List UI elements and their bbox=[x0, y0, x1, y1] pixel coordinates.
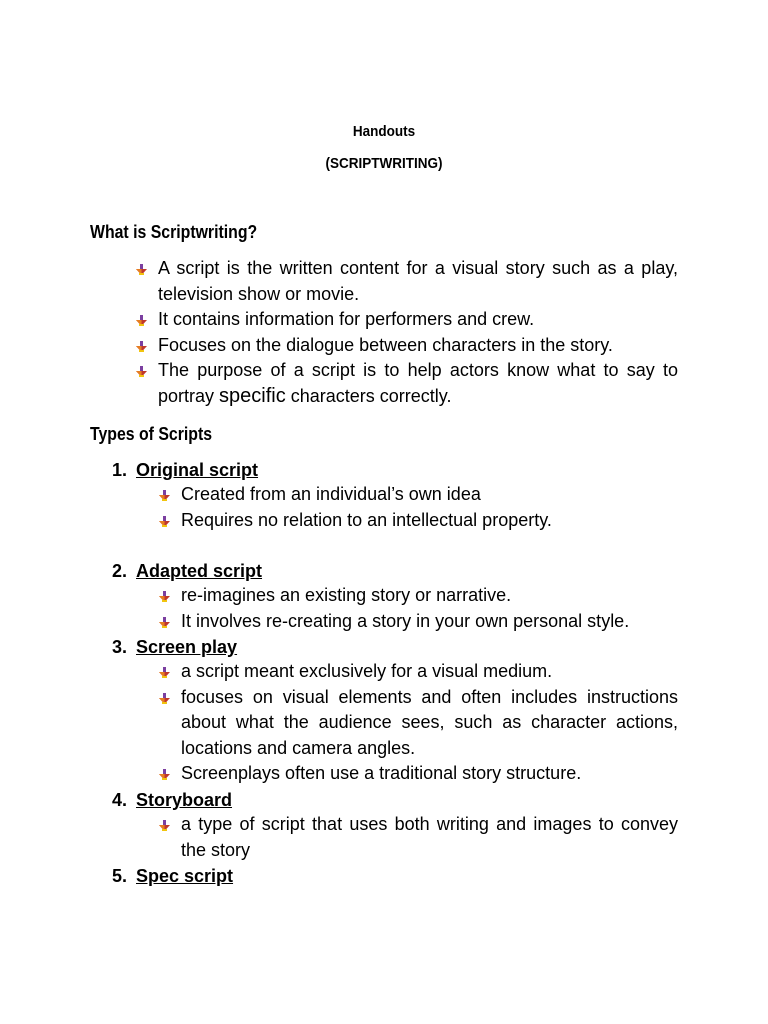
document-title: Handouts bbox=[352, 123, 416, 140]
list-item bbox=[158, 358, 678, 409]
bullet-text: Created from an individual’s own idea bbox=[181, 484, 481, 504]
bullet-text: a script meant exclusively for a visual medium. bbox=[181, 661, 553, 681]
section-heading-types-of-scripts: Types of Scripts bbox=[90, 424, 213, 444]
bullet-text: It contains information for performers and crew. bbox=[158, 309, 535, 329]
arrow-bullet-icon bbox=[159, 591, 170, 602]
list-item bbox=[181, 812, 678, 863]
item-number: 2. bbox=[112, 561, 128, 581]
arrow-bullet-icon bbox=[159, 617, 170, 628]
arrow-bullet-icon bbox=[159, 769, 170, 780]
list-item bbox=[158, 256, 678, 307]
arrow-bullet-icon bbox=[159, 667, 170, 678]
list-item bbox=[181, 659, 678, 685]
item-number: 1. bbox=[112, 460, 128, 480]
item-number: 3. bbox=[112, 637, 128, 657]
bullet-text: It involves re-creating a story in your own personal style. bbox=[181, 610, 630, 631]
list-item bbox=[181, 609, 678, 635]
list-item bbox=[181, 685, 678, 762]
list-item bbox=[158, 307, 678, 333]
storyboard-bullets bbox=[181, 812, 678, 863]
script-type-screen-play bbox=[112, 637, 237, 658]
list-item bbox=[181, 583, 678, 609]
item-title: Screen play bbox=[136, 637, 238, 657]
adapted-script-bullets bbox=[181, 583, 678, 634]
bullet-text: Screenplays often use a traditional story structure. bbox=[181, 763, 582, 783]
arrow-bullet-icon bbox=[136, 264, 147, 275]
arrow-bullet-icon bbox=[136, 341, 147, 352]
list-item bbox=[181, 761, 678, 787]
arrow-bullet-icon bbox=[159, 693, 170, 704]
arrow-bullet-icon bbox=[159, 490, 170, 501]
list-item bbox=[181, 508, 678, 534]
bullet-text: Focuses on the dialogue between characters in the story. bbox=[158, 334, 613, 355]
purpose-text-end: characters correctly. bbox=[285, 385, 452, 406]
list-item bbox=[181, 482, 678, 508]
item-number: 4. bbox=[112, 790, 128, 810]
arrow-bullet-icon bbox=[136, 315, 147, 326]
item-title: Original script bbox=[136, 460, 259, 480]
document-subtitle: (SCRIPTWRITING) bbox=[325, 155, 443, 172]
script-type-adapted bbox=[112, 561, 262, 582]
script-type-storyboard bbox=[112, 790, 232, 811]
script-type-original bbox=[112, 460, 258, 481]
scriptwriting-bullet-list bbox=[158, 256, 678, 409]
list-item bbox=[158, 333, 678, 359]
bullet-text: A script is the written content for a visual story such as a play, television show or movie. bbox=[158, 258, 678, 304]
item-title: Adapted script bbox=[136, 561, 263, 581]
item-title: Storyboard bbox=[136, 790, 233, 810]
item-number: 5. bbox=[112, 866, 128, 886]
bullet-text-purpose bbox=[158, 358, 678, 409]
bullet-text: re-imagines an existing story or narrative. bbox=[181, 585, 512, 605]
arrow-bullet-icon bbox=[136, 366, 147, 377]
item-title: Spec script bbox=[136, 866, 234, 886]
bullet-text: focuses on visual elements and often includes instructions about what the audience sees, such as character actions, locations and camera angles. bbox=[181, 686, 678, 758]
purpose-emphasis: specific bbox=[219, 384, 286, 407]
screen-play-bullets bbox=[181, 659, 678, 787]
arrow-bullet-icon bbox=[159, 516, 170, 527]
section-heading-what-is-scriptwriting: What is Scriptwriting? bbox=[90, 222, 258, 242]
script-type-spec bbox=[112, 866, 233, 887]
bullet-text: Requires no relation to an intellectual property. bbox=[181, 509, 552, 530]
purpose-text-start: The purpose of a script is to help actors know what to say to portray bbox=[158, 360, 678, 406]
arrow-bullet-icon bbox=[159, 820, 170, 831]
bullet-text: a type of script that uses both writing and images to convey the story bbox=[181, 814, 678, 860]
original-script-bullets bbox=[181, 482, 678, 533]
